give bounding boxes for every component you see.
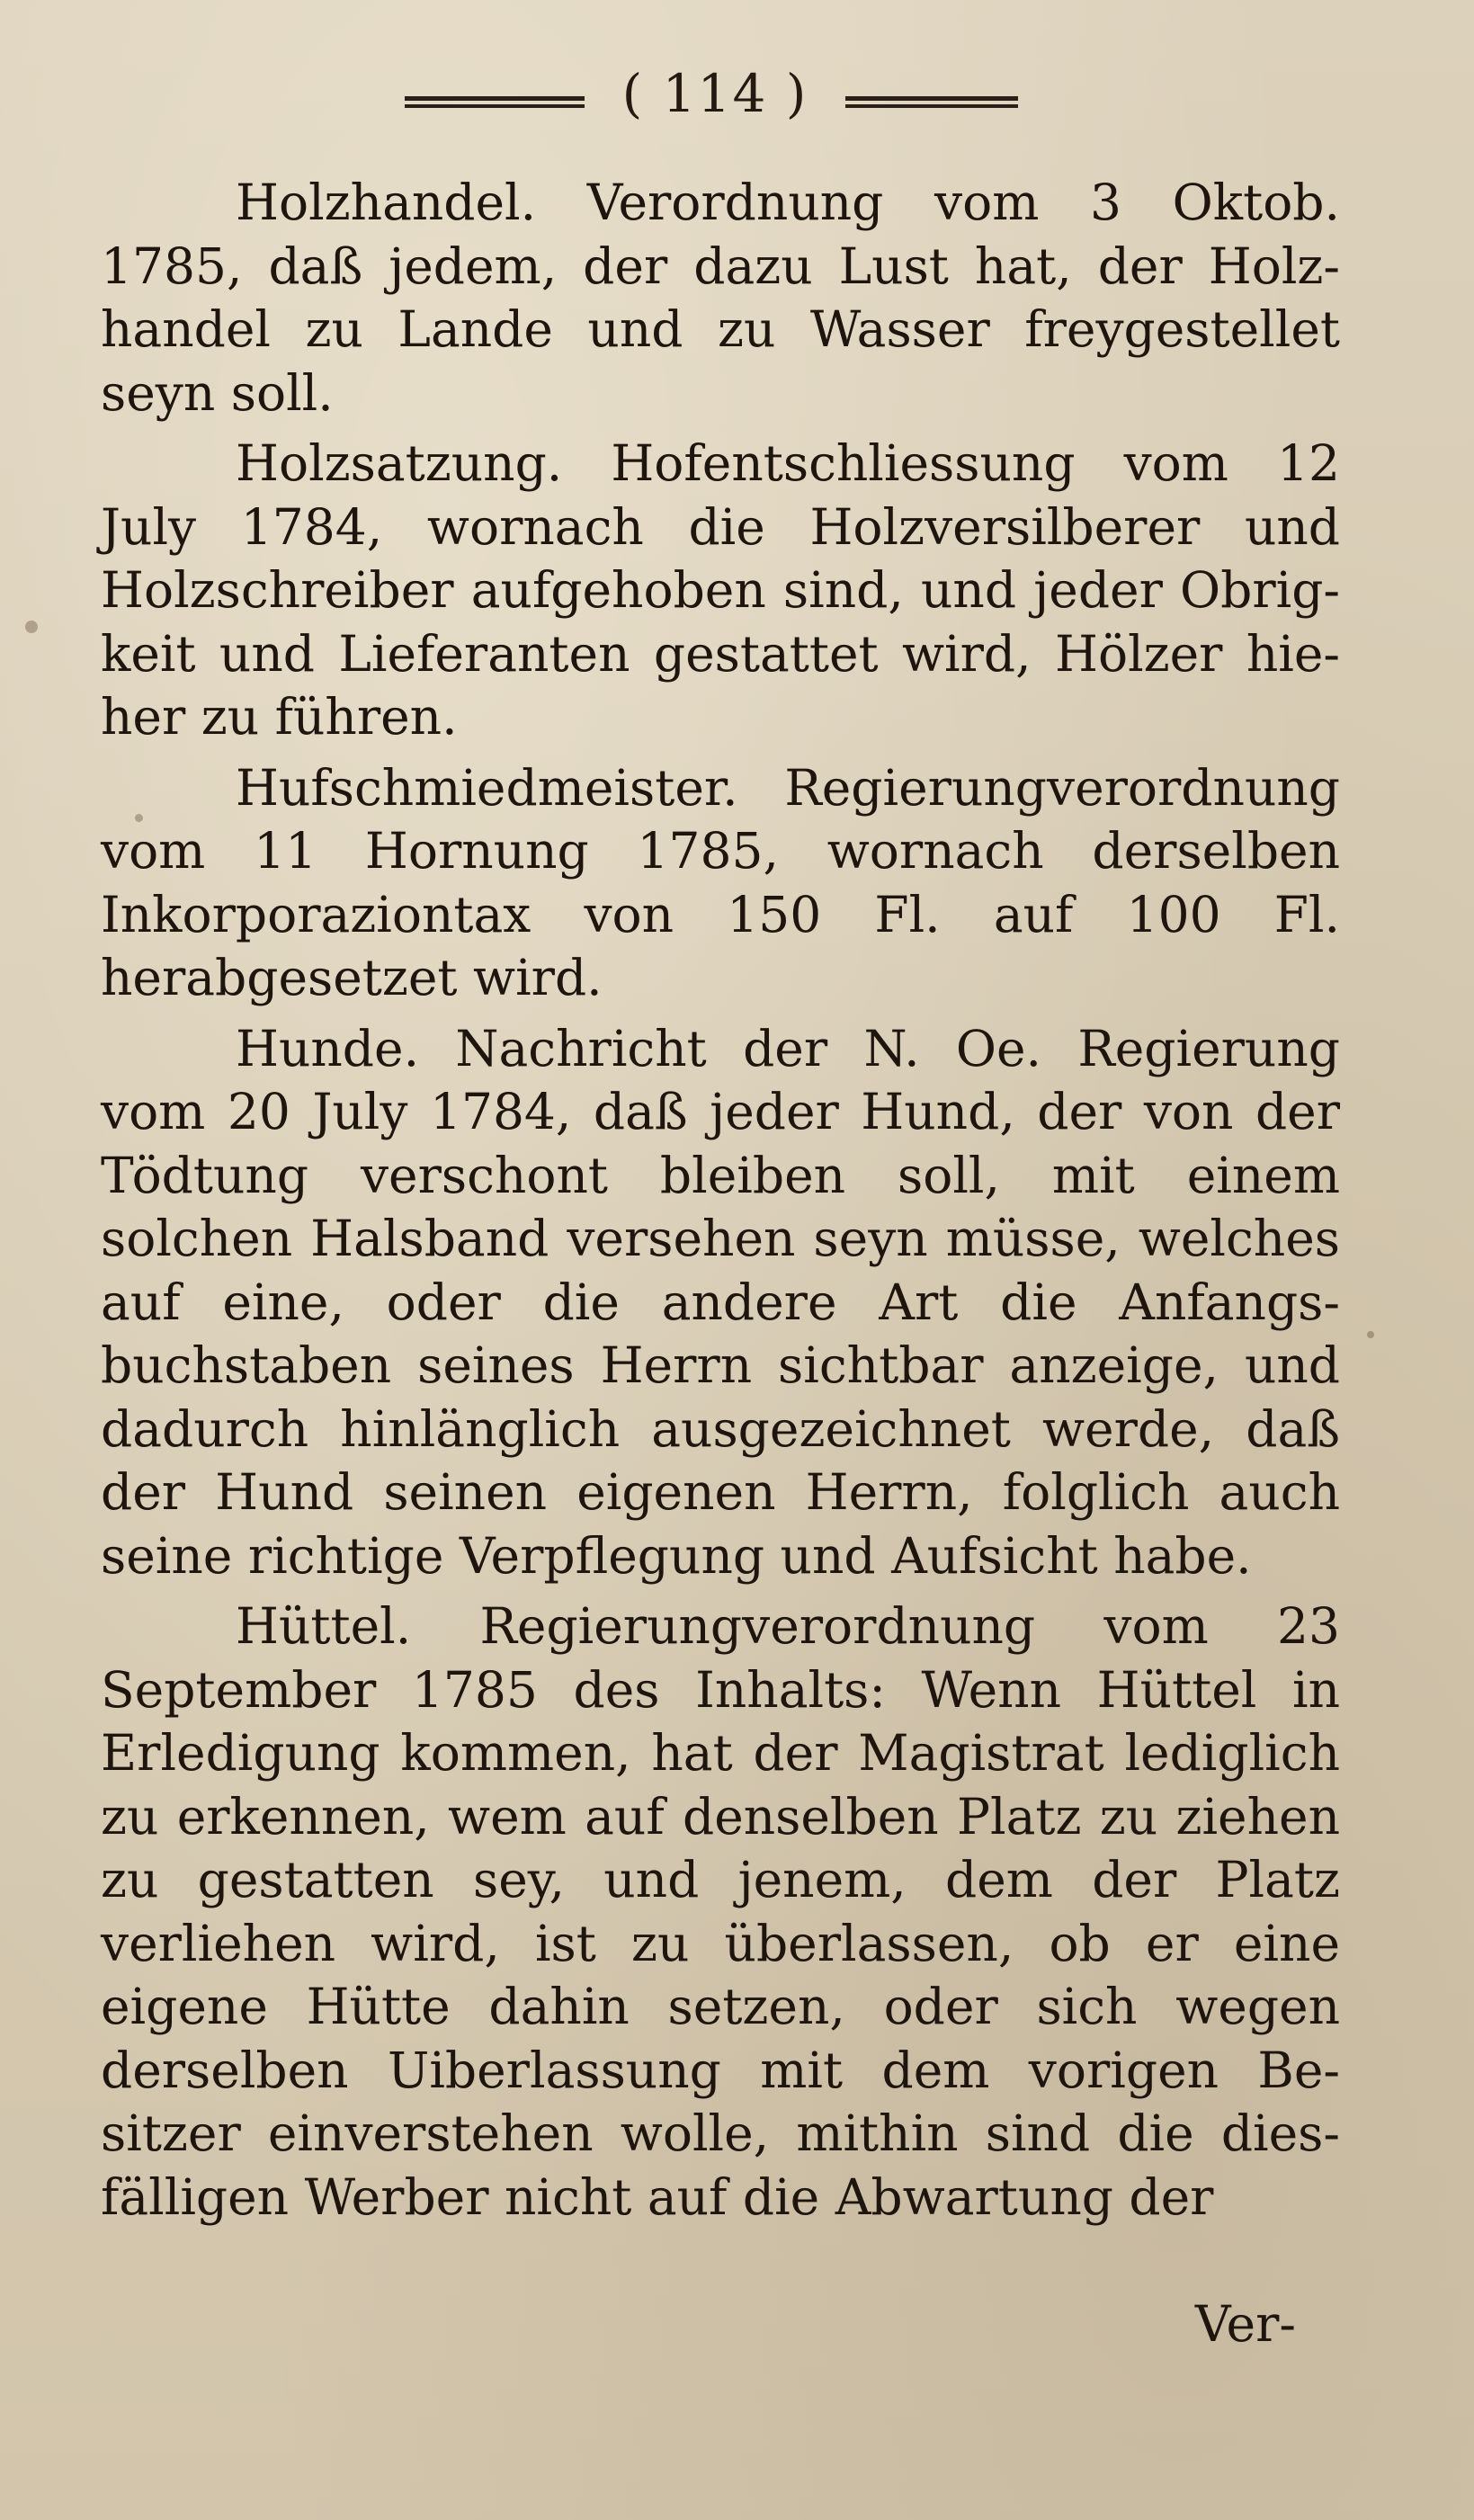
entry-text: Nachricht der N. Oe. Regierung vom 20 July 1784, daß jeder Hund, der von der Tödtung verschont bleiben soll, mit einem solchen Halsband versehen seyn müsse, welches auf eine, oder die andere Art die Anfangsbuchstaben seines Herrn sichtbar anzeige, und dadurch hinlänglich ausgezeichnet werde, daß der Hund seinen eigenen Herrn, folglich auch seine richtige Verpflegung und Aufsicht habe. [101, 1019, 1340, 1585]
entry-holzhandel [101, 171, 1340, 424]
paper-speck [25, 621, 38, 633]
entry-hufschmiedmeister [101, 756, 1340, 1010]
entry-term: Holzhandel. [236, 174, 537, 231]
header-rule-left [405, 96, 585, 108]
header-rule-right [845, 96, 1018, 108]
catchword: Ver- [1194, 2295, 1296, 2353]
paper-speck [1367, 1331, 1374, 1338]
entry-text: Hofentschliessung vom 12 July 1784, wornach die Holzversilberer und Holzschreiber aufgehoben sind, und jeder Obrigkeit und Lieferanten gestattet wird, Hölzer hieher zu führen. [101, 434, 1340, 746]
entry-huettel [101, 1595, 1340, 2229]
page-header [0, 56, 1474, 146]
page-body [101, 171, 1340, 2236]
entry-holzsatzung [101, 432, 1340, 749]
entry-hunde [101, 1017, 1340, 1588]
entry-text: Regierungverordnung vom 23 September 1785 des Inhalts: Wenn Hüttel in Erledigung kommen, hat der Magistrat lediglich zu erkennen, wem auf denselben Platz zu ziehen zu gestatten sey, und jenem, dem der Platz verliehen wird, ist zu überlassen, ob er eine eigene Hütte dahin setzen, oder sich wegen derselben Uiberlassung mit dem vorigen Besitzer einverstehen wolle, mithin sind die diesfälligen Werber nicht auf die Abwartung der [101, 1597, 1340, 2226]
entry-term: Hunde. [236, 1019, 420, 1077]
entry-term: Hüttel. [236, 1597, 412, 1655]
entry-text: Regierungverordnung vom 11 Hornung 1785, wornach derselben Inkorporaziontax von 150 Fl. auf 100 Fl. herabgesetzet wird. [101, 758, 1340, 1006]
page-number: ( 114 ) [621, 63, 808, 124]
entry-text: Verordnung vom 3 Oktob. 1785, daß jedem, der dazu Lust hat, der Holzhandel zu Lande und zu Wasser freygestellet seyn soll. [101, 174, 1340, 422]
entry-term: Hufschmiedmeister. [236, 758, 738, 817]
entry-term: Holzsatzung. [236, 434, 563, 492]
paper-speck [135, 814, 143, 822]
